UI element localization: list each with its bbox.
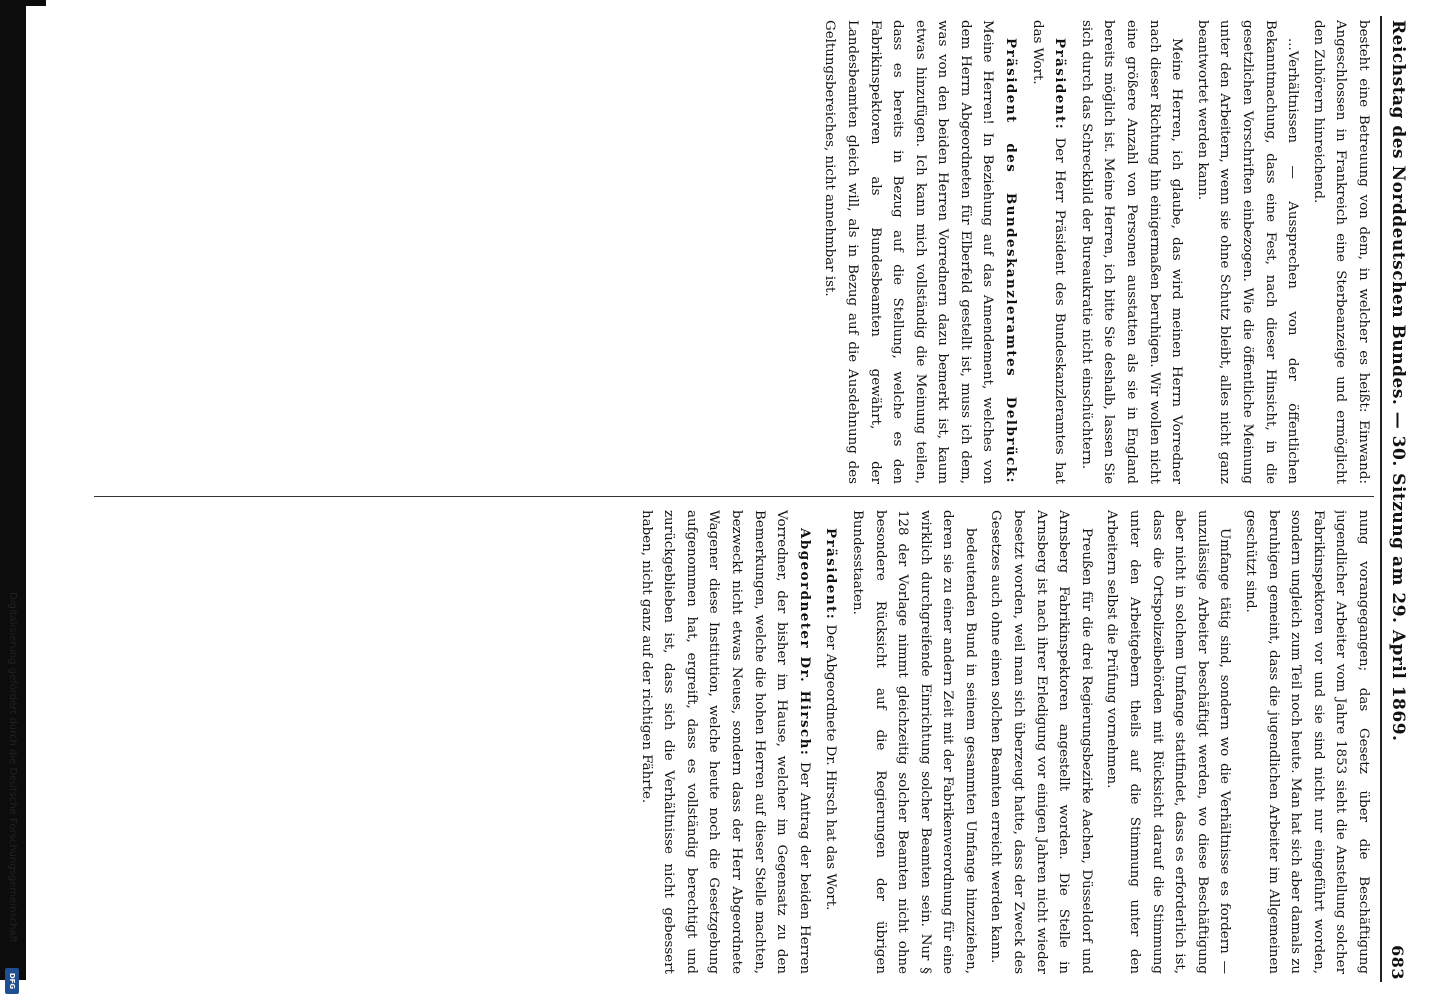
digitization-credit: [2, 592, 22, 992]
speaker-name: Präsident:: [1052, 38, 1069, 131]
paragraph: [818, 20, 1022, 484]
paragraph-text: ...Verhältnissen — Aussprechen von der öffentlichen Bekanntmachung, dass eine Fest, nach dieser Hinsicht, in die gesetzlichen Vorschriften einbezogen. Wie die öffentliche Meinung unter den Arbeitern, wenn sie ohne Schutz bleibt, alles nicht ganz beantwortet werden kann.: [1194, 20, 1301, 484]
page-number: 683: [1388, 945, 1408, 980]
speaker-name: Abgeordneter Dr. Hirsch:: [796, 528, 813, 757]
paragraph-text: besteht eine Betreuung von dem, in welcher es heißt: Einwand: Angeschlossen in Frankreich eine Sterbeanzeige und ermöglicht den Zuhörern hinreichend.: [1310, 20, 1371, 484]
paragraph-text: Preußen für die drei Regierungsbezirke Aachen, Düsseldorf und Arnsberg Fabrikinspektoren angestellt worden. Die Stelle in Arnsberg ist nach ihrer Erledigung vor einigen Jahren nicht wieder besetzt worden, weil man sich überzeugt hatte, dass der Zweck des Gesetzes auch ohne einen solchen Beamten erreicht werden kann.: [988, 510, 1094, 974]
right-column: [84, 510, 1374, 974]
page-header: [1384, 20, 1412, 980]
paragraph-text: Meine Herren, ich glaube, das wird meinen Herrn Vorredner nach dieser Richtung hin einigermaßen beruhigen. Wir wollen nicht eine größere Anzahl von Personen ausstatten als sie in England bereits möglich ist. Meine Herren, ich bitte Sie deshalb, lassen Sie sich durch das Schreckbild der Bureaukratie nicht einschüchtern.: [1078, 20, 1185, 484]
dfg-logo: [5, 968, 19, 994]
paragraph: [1306, 20, 1374, 484]
paragraph-text: Umfange tätig sind, sondern wo die Verhältnisse es fordern — unzulässige Arbeiter beschäftigt werden, wo diese Beschäftigung aber nicht in solchem Umfange stattfindet, dass es erforderlich ist, dass die Ortspolizeibehörden mit Rücksicht darauf die Stimmung unter den Arbeitgebern theils auf die Stimmung unter den Arbeitern selbst die Prüfung vornehmen.: [1104, 510, 1233, 974]
rotated-page-content: [58, 2, 1418, 998]
paragraph-text: Der Antrag der beiden Herren Vorredner, der bisher im Hause, welcher im Gegensatz zu den Bemerkungen, welche die hohen Herren auf dieser Stelle machten, bezweckt nicht etwas Neues, sondern dass der Herr Abgeordnete Wagener diese Institution, welche heute noch die Gesetzgebung aufgenommen hat, ergreift, dass es vollständig berechtigt und zurückgeblieben ist, dass sich die Verhältnisse nicht gebessert haben, nicht ganz auf der richtigen Fährte.: [638, 510, 812, 974]
paragraph: [1074, 20, 1187, 484]
paragraph: [845, 510, 981, 974]
paragraph-text: Meine Herren! In Beziehung auf das Amendement, welches von dem Herrn Abgeordneten für Elberfeld gestellt ist, muss ich dem, was von den beiden Herren Vorrednern dazu bemerkt ist, kaum etwas hinzufügen. Ich kann mich vollständig die Meinung teilen, dass es bereits in Bezug auf die Stellung, welche es den Fabrikinspektoren als Bundesbeamten gewährt, der Landesbeamten gleich will, als in Bezug auf die Ausdehnung des Geltungsbereiches, nicht annehmbar ist.: [822, 20, 996, 484]
paragraph: [984, 510, 1097, 974]
speaker-name: Präsident:: [823, 528, 840, 621]
scan-black-edge-top: [0, 0, 46, 6]
paragraph: [1190, 20, 1303, 484]
scanned-page: [58, 2, 1418, 998]
paragraph-text: bedeutenden Bund in seinem gesammten Umfange hinzuziehen, deren sie zu einer andern Zeit mit der Fabrikenverordnung für eine wirklich durchgreifende Einrichtung solcher Beamten sein. Nur § 128 der Vorlage nimmt gleichzeitig solcher Beamten nicht ohne besondere Rücksicht auf die Regierungen der übrigen Bundesstaaten.: [849, 510, 978, 974]
paragraph: [1025, 20, 1071, 484]
speaker-name: Präsident des Bundeskanzleramtes Delbrück:: [1003, 38, 1020, 484]
left-column: [84, 20, 1374, 484]
paragraph-text: nung vorangegangen; das Gesetz über die Beschäftigung jugendlicher Arbeiter vom Jahre 1853 sieht die Anstellung solcher Fabrikinspektoren vor und sie sind nicht nur eingeführt worden, sondern ungleich zum Teil noch heute. Man hat sich aber damals zu beruhigen gemeint, dass die jugendlichen Arbeiter im Allgemeinen geschützt sind.: [1243, 510, 1371, 974]
running-title: Reichstag des Norddeutschen Bundes. — 30. Sitzung am 29. April 1869.: [1388, 20, 1408, 742]
dfg-logo-text: DFG: [8, 972, 16, 990]
paragraph-text: Der Herr Präsident des Bundeskanzleramtes hat das Wort.: [1029, 20, 1068, 484]
paragraph: [819, 510, 843, 974]
paragraph-text: Der Abgeordnete Dr. Hirsch hat das Wort.: [823, 624, 839, 911]
paragraph: [634, 510, 816, 974]
credit-text: Digitalisierung gefördert durch die Deutsche Forschungsgemeinschaft: [7, 592, 18, 943]
paragraph: [1100, 510, 1236, 974]
paragraph: [1238, 510, 1374, 974]
column-divider: [94, 496, 1374, 497]
header-rule: [1380, 16, 1382, 982]
